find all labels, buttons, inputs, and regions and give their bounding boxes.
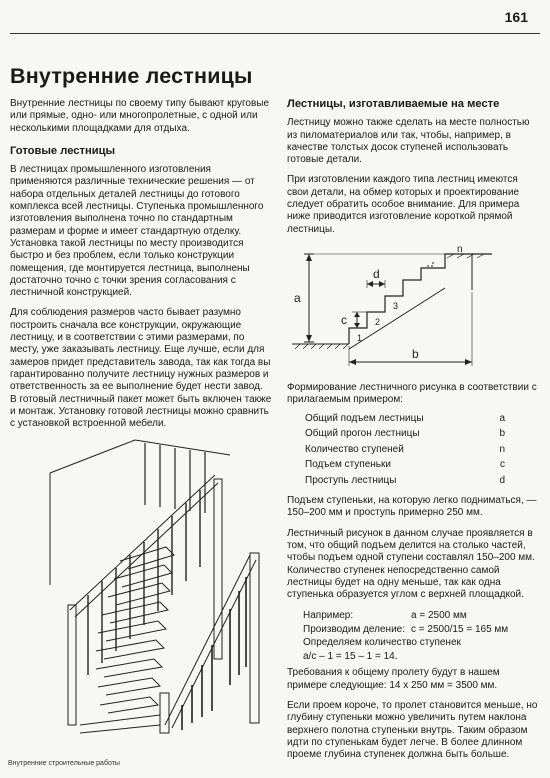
footer-section-title: Внутренние строительные работы [8, 760, 120, 767]
step-number: 1 [357, 332, 363, 343]
onsite-paragraph-2: При изготовлении каждого типа лестниц имеются свои детали, на обмер которых и проектирование следует обратить особое внимание. Для примера ниже приводится изготовление короткой прямой лестницы. [287, 174, 520, 235]
definition-row: Проступь лестницы d [305, 474, 505, 486]
closing-paragraph: Если проем короче, то пролет становится меньше, но глубину ступеньки можно увеличить путем наклона верхнего полотна ступеньки внутрь. Таким образом идти по ступенькам будет легче. В более длинном проеме глубина ступенек должна быть больше. [287, 700, 538, 761]
calc-row: Производим деление: c = 2500/15 = 165 мм [303, 623, 509, 635]
onsite-paragraph-1: Лестницу можно также сделать на месте полностью из пиломатериалов или так, чтобы, например, в качестве толстых досок ступеней использовать готовые детали. [287, 117, 530, 166]
calc-row: Определяем количество ступенек [303, 637, 461, 649]
left-column [10, 98, 272, 438]
calc-row: a/c – 1 = 15 – 1 = 14. [303, 650, 398, 662]
definition-row: Количество ступеней n [305, 443, 505, 455]
page-title: Внутренние лестницы [10, 64, 253, 88]
step-number: 2 [375, 316, 381, 327]
dim-n-label: n [457, 243, 463, 255]
definition-row: Подъем ступеньки c [305, 459, 505, 471]
dim-d-label: d [373, 266, 380, 281]
definition-row: Общий подъем лестницы a [305, 412, 505, 424]
right-column [287, 98, 539, 770]
page-number: 161 [504, 9, 528, 25]
comfort-paragraph: Подъем ступеньки, на которую легко подниматься, — 150–200 мм и проступь примерно 250 мм. [287, 495, 537, 519]
calculation-block [303, 609, 539, 663]
intro-paragraph: Внутренние лестницы по своему типу бывают круговые или прямые, одно- или многопролетные, с одной или несколькими площадками для отдыха. [10, 98, 270, 134]
onsite-stairs-heading: Лестницы, изготавливаемые на месте [287, 98, 500, 110]
span-requirement-paragraph: Требования к общему пролету будут в нашем примере следующие: 14 x 250 мм = 3500 мм. [287, 667, 500, 691]
dim-b-label: b [412, 346, 419, 361]
rule-paragraph: Лестничный рисунок в данном случае проявляется в том, что общий подъем делится на столько частей, чтобы подъем одной ступени составлял 150–200 мм. Количество ступенек непосредственно самой лестницы будет на одну меньше, так как одна ступенька образуется углом с верхней площадкой. [287, 527, 535, 601]
header-rule [10, 33, 540, 34]
formation-paragraph: Формирование лестничного рисунка в соответствии с прилагаемым примером: [287, 381, 537, 406]
ready-stairs-paragraph-2: Для соблюдения размеров часто бывает разумно построить сначала все конструкции, окружающие лестницу, и в соответствии с этими размерами, по месту, уже заказывать лестницу. Еще лучше, если для замеров придет представитель завода, так как тогда вы гарантированно получите лестницу нужных размеров и ответственность за ее выполнение будет нести завод. В готовый лестничный пакет может быть включен также и монтаж. Установку готовой лестницы можно сравнить с установкой встроенной мебели. [10, 307, 272, 430]
staircase-illustration [40, 435, 275, 735]
calc-row: Например: a = 2500 мм [303, 610, 467, 622]
ready-stairs-heading: Готовые лестницы [10, 144, 116, 157]
stair-dimension-diagram [287, 244, 512, 372]
ready-stairs-paragraph-1: В лестницах промышленного изготовления применяются различные технические решения — от набора отдельных деталей лестницы до готового комплекса всей лестницы. Ступенька промышленного изготовления выполнена точно по стандартным размерам и форме и имеет стандартную отделку. Установка такой лестницы по месту производится быстро и без проблем, если только конструкции помещения, где монтируется лестница, выполнены достаточно точно с точки зрения согласования с лестничной конструкцией. [10, 164, 264, 299]
definition-row: Общий прогон лестницы b [305, 428, 505, 440]
dim-a-label: a [294, 290, 301, 305]
step-number: 3 [393, 300, 399, 311]
dim-c-label: c [341, 312, 347, 327]
definitions-list [305, 411, 505, 489]
